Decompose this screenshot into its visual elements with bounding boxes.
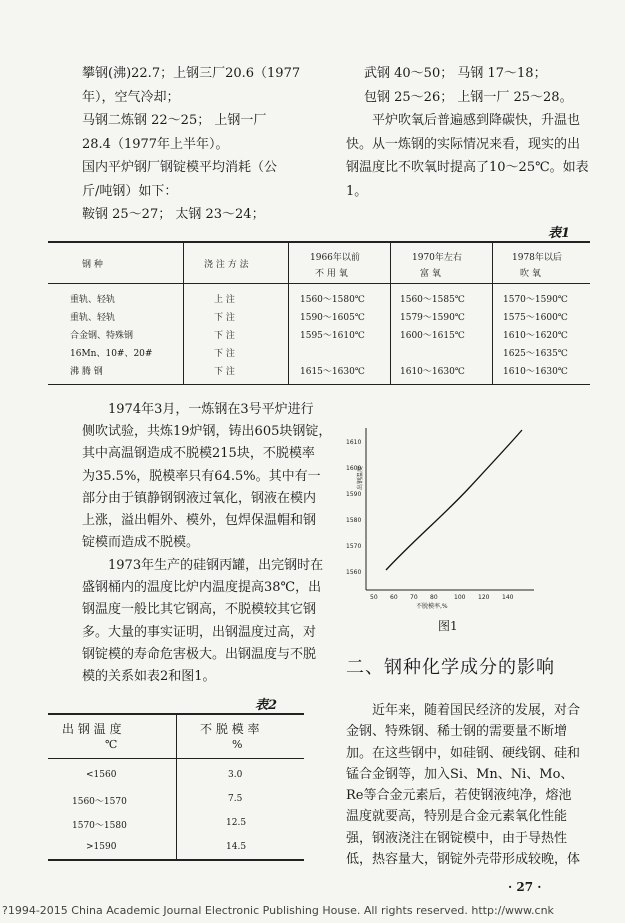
- figure1-caption: 图1: [438, 619, 458, 633]
- figure1-curve: [386, 430, 522, 570]
- x-axis-label: 不脱模率,%: [416, 603, 448, 610]
- text-line: 武钢 40～50； 马钢 17～18；: [364, 66, 547, 81]
- table1-header-p3-bot: 吹 氧: [520, 269, 541, 279]
- x-tick: 80: [430, 594, 438, 601]
- x-tick: 50: [370, 594, 378, 601]
- table1-header-p1-top: 1966年以前: [310, 253, 360, 263]
- y-tick: 1590: [346, 491, 362, 498]
- table1-header-steel: 钢 种: [82, 260, 103, 270]
- table1-header-p3-top: 1978年以后: [512, 253, 562, 263]
- text-line: 包钢 25～26； 上钢一厂 25～28。: [364, 89, 573, 105]
- text-line: 攀钢(沸)22.7；上钢三厂20.6（1977: [82, 66, 301, 81]
- table2-caption: 表2: [255, 698, 278, 713]
- text-line: 国内平炉钢厂钢锭模平均消耗（公: [82, 160, 278, 175]
- x-tick: 70: [410, 594, 418, 601]
- y-tick: 1570: [346, 543, 362, 550]
- y-axis-label: 出钢温度: [357, 465, 364, 490]
- body-paragraph: 1974年3月，一炼钢在3号平炉进行 侧吹试验，共炼19炉钢，铸出605块钢锭， 其中高温钢造成不脱模215块，不脱模率 为35.5%，脱模率只有64.5%。其中有一 部分由于镇静钢钢液过氧化，钢液在模内 上涨，溢出帽外、模外，包焊保温帽和钢 锭模而造成不脱模。: [82, 402, 332, 551]
- text-line: 马钢二炼钢 22～25； 上钢一厂: [82, 113, 267, 128]
- text-line: 钢温度比不吹氧时提高了10～25℃。如表: [346, 160, 589, 175]
- page-number: · 27 ·: [508, 880, 542, 894]
- table2-col2-unit: %: [232, 738, 243, 751]
- text-line: 鞍钢 25～27； 太钢 23～24；: [82, 207, 265, 222]
- x-tick: 120: [478, 594, 490, 601]
- text-line: 斤/吨钢）如下：: [82, 183, 178, 199]
- text-line: 平炉吹氧后普遍感到降碳快，升温也: [372, 113, 581, 128]
- body-paragraph: 1973年生产的硅钢丙罐，出完钢时在 盛钢桶内的温度比炉内温度提高38℃，出 钢温度一般比其它钢高，不脱模较其它钢 多。大量的事实证明，出钢温度过高，对 钢锭模的寿命危害极大。出钢温度与不脱 模的关系如表2和图1。: [82, 558, 324, 685]
- text-line: 年），空气冷却；: [82, 89, 180, 105]
- table1-header-method: 浇 注 方 法: [204, 260, 249, 270]
- table2-col1-title: 出 钢 温 度: [62, 722, 122, 736]
- body-paragraph: 近年来，随着国民经济的发展，对合 金钢、特殊钢、稀士钢的需要量不断增 加。在这些钢中，如硅钢、硬线钢、硅和 锰合金钢等，加入Si、Mn、Ni、Mo、 Re等合金元素后，若使钢液纯净，熔池 温度就要高，特别是合金元素氧化性能 强，钢液浇注在钢锭模中，由于导热性 低，热容量大，钢锭外壳带形成较晚，体: [346, 703, 581, 868]
- text-line: 快。从一炼钢的实际情况来看，现实的出: [346, 136, 581, 152]
- x-tick: 60: [390, 594, 398, 601]
- top-right-column: [346, 62, 589, 203]
- table1-caption: 表1: [548, 226, 571, 241]
- table2-col2-title: 不 脱 模 率: [200, 722, 260, 736]
- text-line: 1。: [346, 183, 368, 199]
- table2-col1-unit: ℃: [105, 738, 118, 751]
- table1-header-p1-bot: 不 用 氧: [315, 269, 348, 279]
- section-title: 二、钢种化学成分的影响: [346, 657, 555, 678]
- text-line: 28.4（1977年上半年）。: [82, 136, 229, 152]
- figure1-plot: [344, 420, 544, 610]
- copyright-footer: ?1994-2015 China Academic Journal Electronic Publishing House. All rights reserved. http://www.cnk: [2, 904, 554, 917]
- y-tick: 1600: [346, 465, 362, 472]
- top-left-column: [82, 62, 300, 227]
- table1-header-p2-top: 1970年左右: [412, 253, 462, 263]
- x-tick: 140: [502, 594, 514, 601]
- x-tick: 100: [454, 594, 466, 601]
- table1-header-p2-bot: 富 氧: [420, 269, 441, 279]
- y-tick: 1580: [346, 517, 362, 524]
- y-tick: 1610: [346, 439, 362, 446]
- y-tick: 1560: [346, 569, 362, 576]
